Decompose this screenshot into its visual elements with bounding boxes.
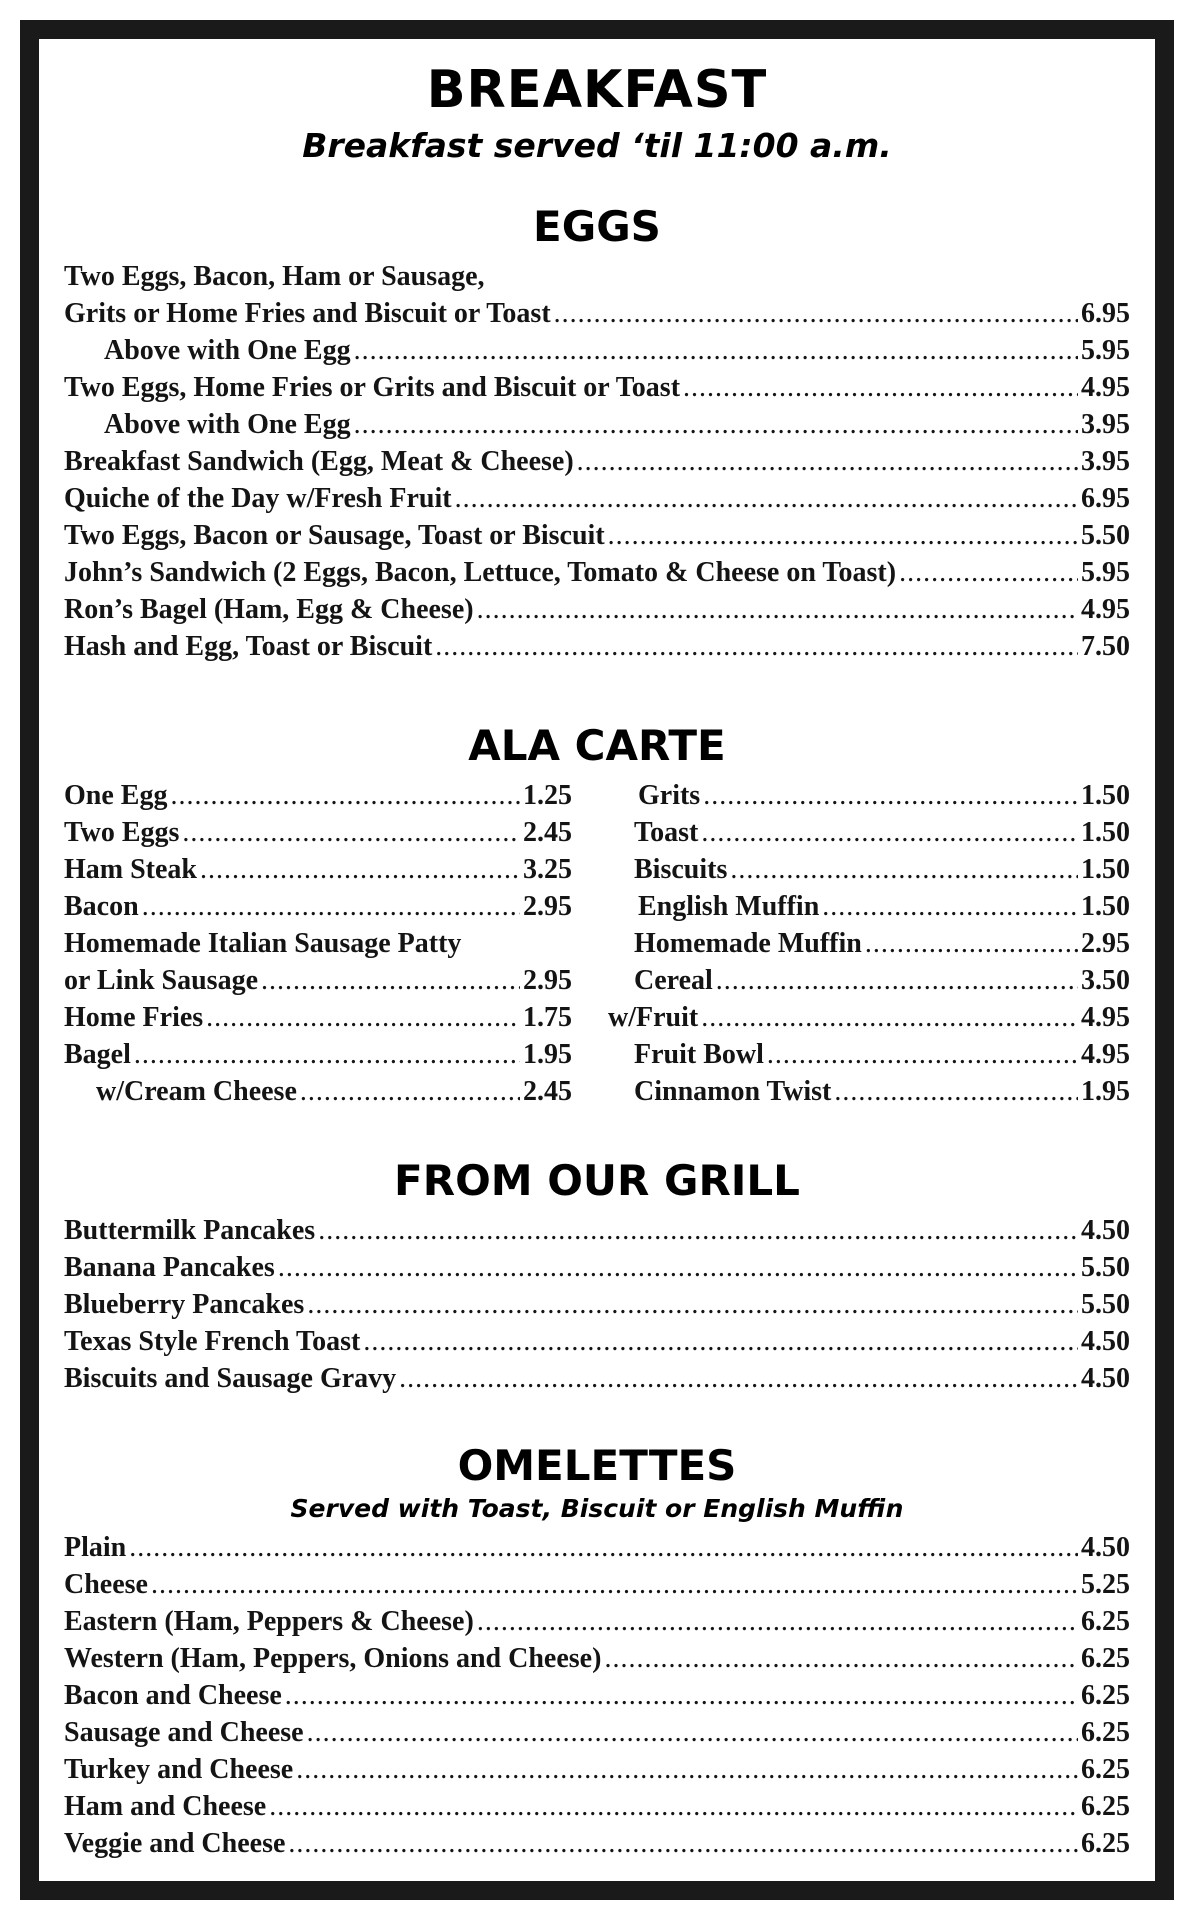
item-price: 3.50 xyxy=(1081,965,1130,996)
dot-leader xyxy=(129,1529,1078,1566)
item-price: 2.95 xyxy=(523,891,572,922)
item-name: Banana Pancakes xyxy=(64,1252,275,1283)
item-price: 6.25 xyxy=(1081,1680,1130,1711)
menu-item xyxy=(64,295,1130,332)
menu-item xyxy=(608,814,1130,851)
item-name: Bacon and Cheese xyxy=(64,1680,282,1711)
item-price: 1.25 xyxy=(523,780,572,811)
menu-item xyxy=(64,1566,1130,1603)
dot-leader xyxy=(300,1073,520,1110)
dot-leader xyxy=(206,999,520,1036)
section-title-omelettes: OMELETTES xyxy=(457,1441,737,1490)
item-price: 5.25 xyxy=(1081,1569,1130,1600)
dot-leader xyxy=(170,777,520,814)
item-name: Two Eggs, Home Fries or Grits and Biscuit or Toast xyxy=(64,372,681,403)
dot-leader xyxy=(288,1825,1078,1862)
menu-item xyxy=(64,1714,1130,1751)
item-name: Veggie and Cheese xyxy=(64,1828,286,1859)
item-price: 1.95 xyxy=(1081,1076,1130,1107)
menu-item xyxy=(608,851,1130,888)
item-name: Biscuits and Sausage Gravy xyxy=(64,1363,397,1394)
menu-item xyxy=(64,1825,1130,1862)
item-name: Grits xyxy=(638,780,701,811)
item-name: Bacon xyxy=(64,891,139,922)
item-name: Cinnamon Twist xyxy=(634,1076,832,1107)
dot-leader xyxy=(554,295,1078,332)
item-name: Turkey and Cheese xyxy=(64,1754,294,1785)
menu-item xyxy=(64,962,572,999)
item-price: 1.50 xyxy=(1081,780,1130,811)
item-price: 6.25 xyxy=(1081,1828,1130,1859)
item-price: 2.95 xyxy=(523,965,572,996)
item-price: 2.45 xyxy=(523,817,572,848)
item-price: 6.25 xyxy=(1081,1717,1130,1748)
menu-item xyxy=(64,517,1130,554)
dot-leader xyxy=(865,925,1078,962)
dot-leader xyxy=(899,554,1078,591)
menu-item xyxy=(64,1529,1130,1566)
item-price: 6.95 xyxy=(1081,298,1130,329)
item-name: Bagel xyxy=(64,1039,131,1070)
dot-leader xyxy=(296,1751,1078,1788)
eggs-list xyxy=(64,258,1130,665)
menu-item xyxy=(64,1323,1130,1360)
menu-item xyxy=(64,1788,1130,1825)
menu-item xyxy=(64,1212,1130,1249)
menu-item xyxy=(64,1360,1130,1397)
dot-leader xyxy=(354,332,1078,369)
dot-leader xyxy=(200,851,520,888)
menu-item xyxy=(64,554,1130,591)
dot-leader xyxy=(354,406,1078,443)
menu-item xyxy=(64,628,1130,665)
dot-leader xyxy=(455,480,1078,517)
dot-leader xyxy=(477,591,1078,628)
item-price: 6.95 xyxy=(1081,483,1130,514)
dot-leader xyxy=(703,777,1078,814)
item-name: Above with One Egg xyxy=(104,335,351,366)
dot-leader xyxy=(701,814,1078,851)
menu-item xyxy=(64,1677,1130,1714)
item-price: 4.50 xyxy=(1081,1532,1130,1563)
item-name: Two Eggs, Bacon or Sausage, Toast or Biscuit xyxy=(64,520,605,551)
section-title-grill: FROM OUR GRILL xyxy=(394,1156,800,1205)
menu-item xyxy=(64,888,572,925)
item-name: Eastern (Ham, Peppers & Cheese) xyxy=(64,1606,474,1637)
dot-leader xyxy=(834,1073,1078,1110)
ala-carte-columns xyxy=(64,777,1130,1110)
item-name: Two Eggs, Bacon, Ham or Sausage, xyxy=(64,261,485,292)
menu-item xyxy=(608,962,1130,999)
grill-list xyxy=(64,1212,1130,1397)
dot-leader xyxy=(477,1603,1078,1640)
item-price: 6.25 xyxy=(1081,1791,1130,1822)
item-name: Buttermilk Pancakes xyxy=(64,1215,316,1246)
item-name: Home Fries xyxy=(64,1002,204,1033)
item-price: 1.50 xyxy=(1081,817,1130,848)
item-price: 1.95 xyxy=(523,1039,572,1070)
item-name: Ham Steak xyxy=(64,854,197,885)
item-price: 5.95 xyxy=(1081,557,1130,588)
item-price: 6.25 xyxy=(1081,1754,1130,1785)
breakfast-menu xyxy=(64,60,1130,1862)
menu-item xyxy=(64,814,572,851)
menu-item xyxy=(64,851,572,888)
item-name: Blueberry Pancakes xyxy=(64,1289,305,1320)
section-title-ala-carte: ALA CARTE xyxy=(468,721,726,770)
dot-leader xyxy=(767,1036,1078,1073)
item-price: 4.95 xyxy=(1081,372,1130,403)
dot-leader xyxy=(134,1036,520,1073)
menu-item xyxy=(608,777,1130,814)
item-name: John’s Sandwich (2 Eggs, Bacon, Lettuce, Tomato & Cheese on Toast) xyxy=(64,557,897,588)
menu-item xyxy=(64,332,1130,369)
dot-leader xyxy=(278,1249,1078,1286)
item-name: Plain xyxy=(64,1532,127,1563)
item-name: One Egg xyxy=(64,780,168,811)
item-name: w/Cream Cheese xyxy=(96,1076,297,1107)
dot-leader xyxy=(318,1212,1078,1249)
item-price: 4.95 xyxy=(1081,1002,1130,1033)
dot-leader xyxy=(822,888,1078,925)
item-name: Cheese xyxy=(64,1569,148,1600)
ala-carte-left-column xyxy=(64,777,572,1110)
item-name: or Link Sausage xyxy=(64,965,258,996)
ala-carte-right-column xyxy=(608,777,1130,1110)
item-price: 2.95 xyxy=(1081,928,1130,959)
menu-item xyxy=(64,1286,1130,1323)
menu-item xyxy=(608,1073,1130,1110)
item-price: 1.50 xyxy=(1081,891,1130,922)
item-price: 5.50 xyxy=(1081,1252,1130,1283)
item-name: Toast xyxy=(634,817,699,848)
item-price: 7.50 xyxy=(1081,631,1130,662)
menu-item xyxy=(64,406,1130,443)
item-price: 3.25 xyxy=(523,854,572,885)
menu-item xyxy=(64,369,1130,406)
menu-item xyxy=(64,1603,1130,1640)
item-name: Two Eggs xyxy=(64,817,180,848)
item-name: w/Fruit xyxy=(608,1002,699,1033)
omelettes-note: Served with Toast, Biscuit or English Muffin xyxy=(290,1494,904,1523)
menu-item xyxy=(608,1036,1130,1073)
menu-item xyxy=(608,925,1130,962)
dot-leader xyxy=(604,1640,1078,1677)
dot-leader xyxy=(701,999,1078,1036)
dot-leader xyxy=(577,443,1078,480)
item-name: Sausage and Cheese xyxy=(64,1717,304,1748)
omelettes-list xyxy=(64,1529,1130,1862)
menu-item xyxy=(64,1640,1130,1677)
item-price: 3.95 xyxy=(1081,446,1130,477)
dot-leader xyxy=(608,517,1078,554)
menu-title: BREAKFAST xyxy=(426,60,768,120)
item-price: 4.95 xyxy=(1081,1039,1130,1070)
item-price: 5.50 xyxy=(1081,1289,1130,1320)
menu-item-intro xyxy=(64,258,1130,295)
item-price: 4.50 xyxy=(1081,1363,1130,1394)
menu-item xyxy=(608,999,1130,1036)
item-name: Cereal xyxy=(634,965,713,996)
dot-leader xyxy=(285,1677,1078,1714)
item-price: 6.25 xyxy=(1081,1606,1130,1637)
item-price: 4.50 xyxy=(1081,1215,1130,1246)
section-title-eggs: EGGS xyxy=(533,202,661,251)
item-name: Homemade Muffin xyxy=(634,928,862,959)
item-price: 4.50 xyxy=(1081,1326,1130,1357)
item-name: Homemade Italian Sausage Patty xyxy=(64,928,462,959)
menu-item xyxy=(64,1036,572,1073)
dot-leader xyxy=(307,1714,1078,1751)
item-name: Grits or Home Fries and Biscuit or Toast xyxy=(64,298,551,329)
item-name: Above with One Egg xyxy=(104,409,351,440)
item-name: Texas Style French Toast xyxy=(64,1326,361,1357)
item-price: 1.75 xyxy=(523,1002,572,1033)
dot-leader xyxy=(399,1360,1078,1397)
item-price: 1.50 xyxy=(1081,854,1130,885)
dot-leader xyxy=(142,888,520,925)
dot-leader xyxy=(683,369,1078,406)
item-name: Western (Ham, Peppers, Onions and Cheese) xyxy=(64,1643,602,1674)
dot-leader xyxy=(716,962,1078,999)
menu-item xyxy=(64,999,572,1036)
dot-leader xyxy=(261,962,520,999)
item-price: 3.95 xyxy=(1081,409,1130,440)
menu-item xyxy=(64,1249,1130,1286)
item-price: 4.95 xyxy=(1081,594,1130,625)
item-name: Quiche of the Day w/Fresh Fruit xyxy=(64,483,452,514)
menu-item xyxy=(64,1751,1130,1788)
item-name: Breakfast Sandwich (Egg, Meat & Cheese) xyxy=(64,446,574,477)
dot-leader xyxy=(363,1323,1078,1360)
item-price: 6.25 xyxy=(1081,1643,1130,1674)
item-price: 2.45 xyxy=(523,1076,572,1107)
dot-leader xyxy=(435,628,1078,665)
item-price: 5.95 xyxy=(1081,335,1130,366)
item-name: Biscuits xyxy=(634,854,728,885)
menu-item xyxy=(64,591,1130,628)
serving-hours: Breakfast served ‘til 11:00 a.m. xyxy=(302,126,892,165)
item-name: Fruit Bowl xyxy=(634,1039,764,1070)
item-name: Ron’s Bagel (Ham, Egg & Cheese) xyxy=(64,594,474,625)
menu-item xyxy=(608,888,1130,925)
dot-leader xyxy=(269,1788,1078,1825)
dot-leader xyxy=(307,1286,1078,1323)
menu-item xyxy=(64,443,1130,480)
dot-leader xyxy=(730,851,1078,888)
item-price: 5.50 xyxy=(1081,520,1130,551)
item-name: Ham and Cheese xyxy=(64,1791,267,1822)
item-name: English Muffin xyxy=(638,891,820,922)
menu-item xyxy=(64,1073,572,1110)
item-name: Hash and Egg, Toast or Biscuit xyxy=(64,631,433,662)
menu-item xyxy=(64,777,572,814)
menu-item xyxy=(64,480,1130,517)
dot-leader xyxy=(151,1566,1078,1603)
menu-item xyxy=(64,925,572,962)
dot-leader xyxy=(182,814,520,851)
